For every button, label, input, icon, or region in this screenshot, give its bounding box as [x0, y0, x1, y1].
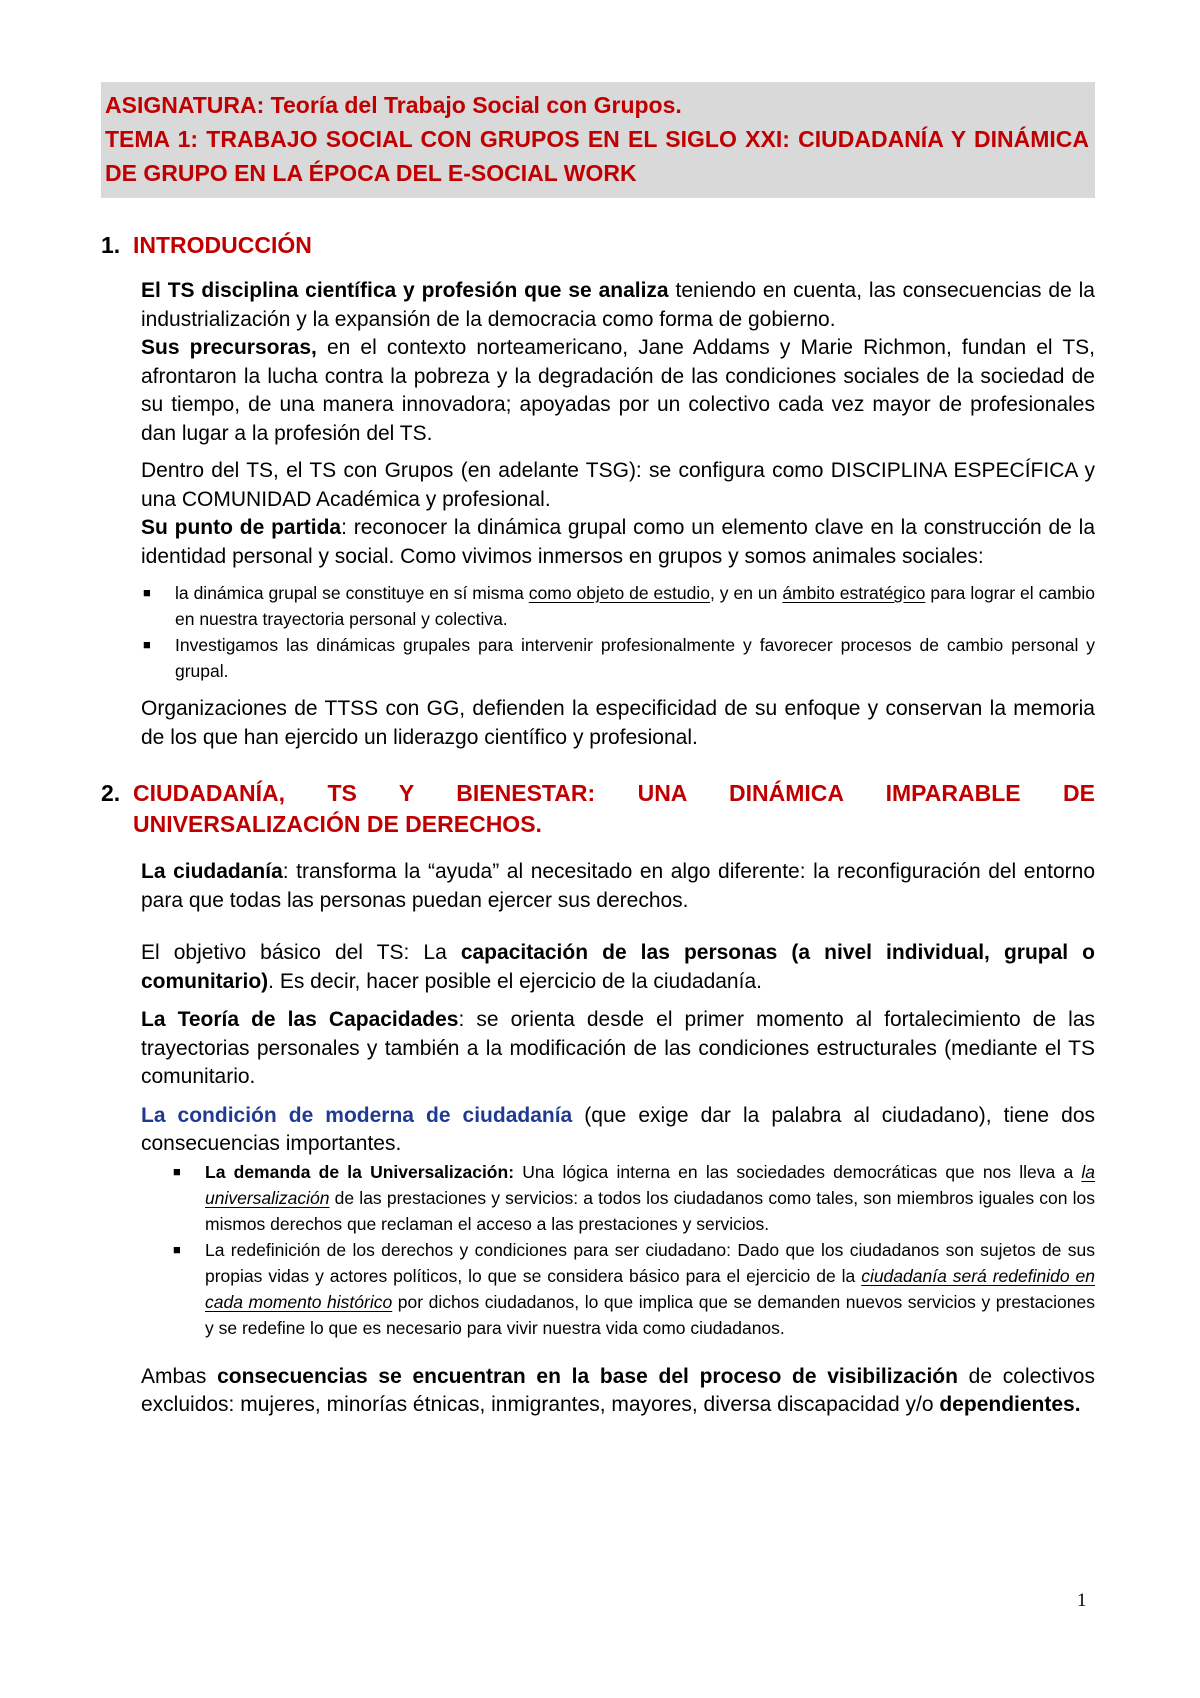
section-1-heading	[101, 230, 1095, 261]
text: : se orienta desde el primer momento al fortalecimiento de las trayectorias personales y también a la modificación de las condiciones estructurales (mediante el TS comunitario.	[141, 1008, 1095, 1088]
bullet-list	[141, 580, 1095, 684]
list-item: ■ Investigamos las dinámicas grupales para intervenir profesionalmente y favorecer procesos de cambio personal y grupal.	[141, 632, 1095, 684]
text: (que exige dar la palabra al ciudadano), tiene dos consecuencias importantes.	[141, 1103, 1095, 1155]
section-2-heading	[101, 778, 1095, 840]
section-2-body	[141, 858, 1095, 1420]
bold-text: Su punto de partida	[141, 516, 342, 539]
list-item: ■ La demanda de la Universalización: Una lógica interna en las sociedades democráticas que nos lleva a la universalización de las prestaciones y servicios: a todos los ciudadanos como tales, son miembros iguales con los mismos derechos que reclaman el acceso a las prestaciones y servicios.	[171, 1159, 1095, 1237]
bold-text: La Teoría de las Capacidades	[141, 1008, 459, 1031]
document-page	[101, 82, 1095, 1420]
section-1-body	[141, 277, 1095, 752]
document-header	[101, 82, 1095, 198]
text: teniendo en cuenta, las consecuencias de la industrialización y la expansión de la democracia como forma de gobierno.	[141, 279, 1095, 331]
section-1-title: INTRODUCCIÓN	[133, 232, 312, 258]
paragraph	[141, 1102, 1095, 1159]
paragraph	[141, 858, 1095, 915]
bold-text: El TS disciplina científica y profesión que se analiza	[141, 279, 669, 302]
paragraph	[141, 695, 1095, 752]
square-bullet-icon: ■	[143, 637, 151, 652]
header-topic-line1: TEMA 1: TRABAJO SOCIAL CON GRUPOS EN EL SIGLO XXI: CIUDADANÍA Y DINÁMICA	[105, 126, 1089, 152]
page-number: 1	[1077, 1590, 1087, 1611]
section-1-number: 1.	[101, 232, 121, 258]
paragraph: El objetivo básico del TS: La capacitación de las personas (a nivel individual, grupal o comunitario). Es decir, hacer posible el ejercicio de la ciudadanía.	[141, 941, 1096, 993]
header-topic-line2: DE GRUPO EN LA ÉPOCA DEL E-SOCIAL WORK	[105, 160, 637, 186]
bullet-list	[171, 1159, 1095, 1341]
bold-text: La ciudadanía	[141, 860, 283, 883]
text: Organizaciones de TTSS con GG, defienden la especificidad de su enfoque y conservan la memoria de los que han ejercido un liderazgo científico y profesional.	[141, 697, 1095, 749]
paragraph	[141, 1006, 1095, 1092]
bold-text: Sus precursoras,	[141, 336, 317, 359]
text: en el contexto norteamericano, Jane Addams y Marie Richmon, fundan el TS, afrontaron la lucha contra la pobreza y la degradación de las condiciones sociales de la sociedad de su tiempo, de una manera innovadora; apoyadas por un colectivo cada vez mayor de profesionales dan lugar a la profesión del TS.	[141, 336, 1095, 445]
paragraph	[141, 277, 1095, 334]
paragraph	[141, 514, 1095, 571]
paragraph: Ambas consecuencias se encuentran en la base del proceso de visibilización de colectivos excluidos: mujeres, minorías étnicas, inmigrantes, mayores, diversa discapacidad y/o dependientes.	[141, 1364, 1095, 1416]
square-bullet-icon: ■	[173, 1163, 181, 1179]
section-2-number: 2.	[101, 780, 121, 806]
list-item: ■ la dinámica grupal se constituye en sí misma como objeto de estudio, y en un ámbito estratégico para lograr el cambio en nuestra trayectoria personal y colectiva.	[141, 580, 1095, 632]
square-bullet-icon: ■	[143, 585, 151, 600]
header-subject: ASIGNATURA: Teoría del Trabajo Social con Grupos.	[105, 92, 682, 118]
paragraph	[141, 457, 1095, 514]
section-2-title: CIUDADANÍA, TS Y BIENESTAR: UNA DINÁMICA IMPARABLE DE UNIVERSALIZACIÓN DE DERECHOS.	[133, 780, 1095, 837]
text: : transforma la “ayuda” al necesitado en algo diferente: la reconfiguración del entorno para que todas las personas puedan ejercer sus derechos.	[141, 860, 1096, 912]
blue-bold-text: La condición de moderna de ciudadanía	[141, 1103, 573, 1127]
text: una COMUNIDAD Académica y profesional.	[141, 487, 551, 511]
text: Dentro del TS, el TS con Grupos (en adelante TSG): se configura como DISCIPLINA ESPECÍFICA y	[141, 459, 1095, 482]
list-item: ■ La redefinición de los derechos y condiciones para ser ciudadano: Dado que los ciudadanos son sujetos de sus propias vidas y actores políticos, lo que se considera básico para el ejercicio de la ciudadanía será redefinido en cada momento histórico por dichos ciudadanos, lo que implica que se demanden nuevos servicios y prestaciones y se redefine lo que es necesario para vivir nuestra vida como ciudadanos.	[171, 1237, 1095, 1341]
text: : reconocer la dinámica grupal como un elemento clave en la construcción de la identidad personal y social. Como vivimos inmersos en grupos y somos animales sociales:	[141, 516, 1095, 568]
square-bullet-icon: ■	[173, 1241, 181, 1257]
paragraph	[141, 334, 1095, 448]
